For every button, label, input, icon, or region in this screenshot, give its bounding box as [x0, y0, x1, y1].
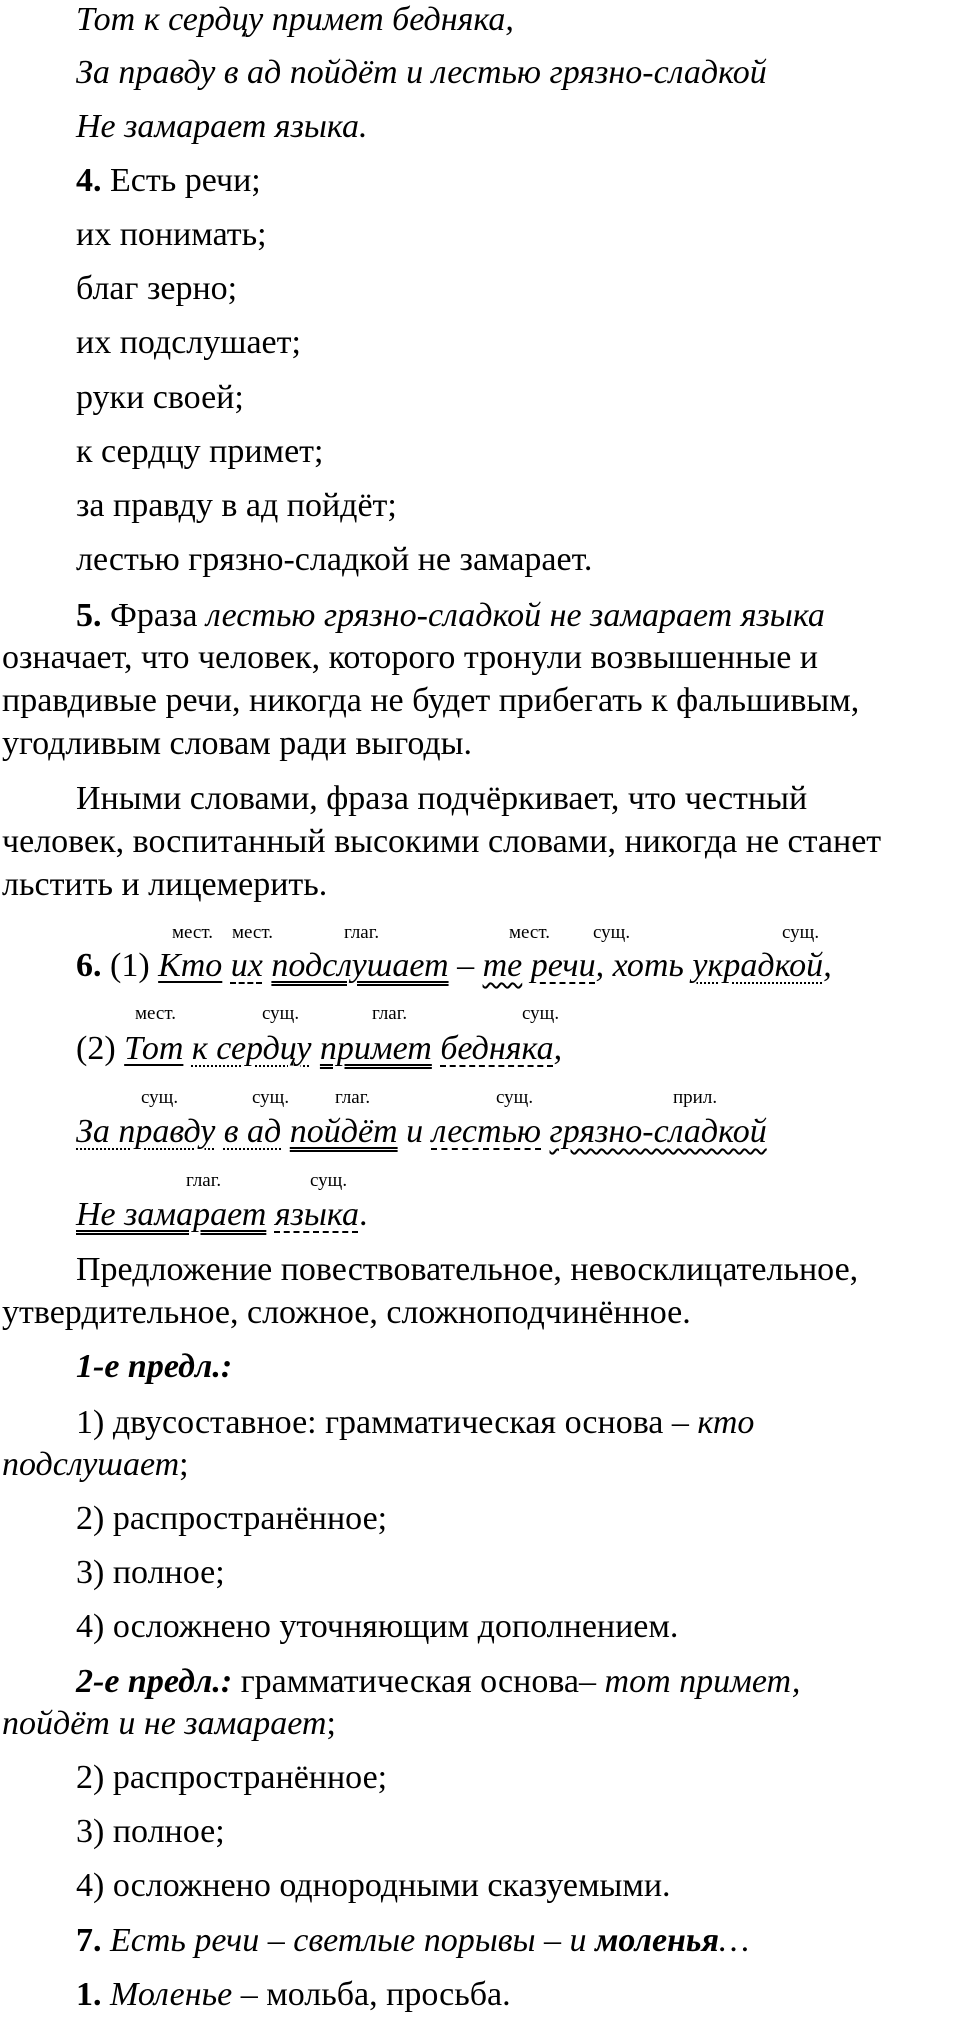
- pos-label: мест.: [135, 1003, 176, 1024]
- predicate-word: примет: [319, 1030, 432, 1067]
- pos-label: мест.: [172, 922, 213, 943]
- adverbial-word: За правду: [76, 1113, 216, 1150]
- pos-label: сущ.: [522, 1003, 560, 1024]
- clause-2-label: 2-е предл.:: [76, 1663, 233, 1700]
- predicate-word: подслушает: [271, 947, 449, 984]
- pos-label: сущ.: [252, 1087, 290, 1108]
- subject-word: Кто: [158, 947, 223, 984]
- defined-word: Моленье: [101, 1976, 233, 2013]
- list-item: руки своей;: [76, 379, 244, 416]
- grammar-base: тот примет,: [604, 1663, 801, 1700]
- pos-label: глаг.: [344, 922, 380, 943]
- list-item: 3) полное;: [76, 1554, 225, 1591]
- attribute-word: те: [482, 947, 523, 984]
- paragraph-line: угодливым словам ради выгоды.: [2, 725, 473, 762]
- paragraph-line: Иными словами, фраза подчёркивает, что честный: [76, 780, 808, 817]
- predicate-word: пойдёт: [289, 1113, 398, 1150]
- list-item: их подслушает;: [76, 324, 301, 361]
- pos-label: сущ.: [310, 1170, 348, 1191]
- pos-label: прил.: [673, 1087, 718, 1108]
- item-number: 1.: [76, 1976, 102, 2013]
- clause-tag: (1): [101, 947, 159, 984]
- paragraph-line: утвердительное, сложное, сложноподчинённое.: [2, 1294, 691, 1331]
- paragraph-line: Предложение повествовательное, невосклицательное,: [76, 1251, 859, 1288]
- poem-line-2: За правду в ад пойдёт и лестью грязно-сладкой: [76, 54, 767, 91]
- pos-label: глаг.: [335, 1087, 371, 1108]
- list-item: 2) распространённое;: [76, 1759, 388, 1796]
- pos-label: глаг.: [186, 1170, 222, 1191]
- list-item: за правду в ад пойдёт;: [76, 487, 397, 524]
- list-item: к сердцу примет;: [76, 433, 324, 470]
- clause-1-heading: 1-е предл.:: [76, 1348, 233, 1385]
- paragraph-line: означает, что человек, которого тронули возвышенные и: [2, 639, 818, 676]
- object-word: их: [230, 947, 263, 984]
- poem-line-3: Не замарает языка.: [76, 108, 368, 145]
- list-item: благ зерно;: [76, 270, 238, 307]
- adverbial-word: украдкой: [692, 947, 824, 984]
- list-item: их понимать;: [76, 216, 267, 253]
- poem-line-1: Тот к сердцу примет бедняка,: [76, 1, 514, 38]
- object-word: речи: [530, 947, 596, 984]
- paragraph-line: правдивые речи, никогда не будет прибегать к фальшивым,: [2, 682, 860, 719]
- grammar-base: кто: [697, 1404, 755, 1441]
- section-number: 6.: [76, 947, 102, 984]
- grammar-base: пойдёт и не замарает: [2, 1705, 327, 1742]
- pos-label: сущ.: [496, 1087, 534, 1108]
- predicate-word: Не замарает: [76, 1196, 267, 1233]
- paragraph-line: человек, воспитанный высокими словами, никогда не станет: [2, 823, 882, 860]
- list-item: лестью грязно-сладкой не замарает.: [76, 541, 593, 578]
- pos-label: мест.: [509, 922, 550, 943]
- clause-1-item-1: 1) двусоставное: грамматическая основа – кто: [76, 1404, 755, 1441]
- subject-word: Тот: [124, 1030, 184, 1067]
- section-5-line-1: [76, 596, 825, 636]
- list-item: 4) осложнено однородными сказуемыми.: [76, 1867, 671, 1904]
- clause-2-heading: 2-е предл.: грамматическая основа– тот примет,: [76, 1663, 801, 1700]
- parsed-sentence-line-1: 6. (1) Кто их подслушает – те речи, хоть украдкой,: [76, 947, 832, 984]
- parsed-sentence-line-4: Не замарает языка.: [76, 1196, 368, 1233]
- section-4-heading: [76, 161, 261, 201]
- pos-label: глаг.: [372, 1003, 408, 1024]
- definition-line: [76, 1975, 511, 2015]
- text: Фраза: [101, 597, 206, 634]
- pos-label: сущ.: [141, 1087, 179, 1108]
- object-word: языка: [274, 1196, 359, 1233]
- pos-label: сущ.: [782, 922, 820, 943]
- pos-label: сущ.: [593, 922, 631, 943]
- clause-2-cont: пойдёт и не замарает;: [2, 1705, 336, 1742]
- adverbial-word: к сердцу: [191, 1030, 312, 1067]
- object-word: бедняка: [440, 1030, 554, 1067]
- section-4-first-item: Есть речи;: [101, 162, 261, 199]
- quoted-phrase: лестью грязно-сладкой не замарает языка: [205, 597, 825, 634]
- section-7-line: 7. Есть речи – светлые порывы – и моленья…: [76, 1922, 750, 1959]
- clause-tag: (2): [76, 1030, 125, 1067]
- object-word: лестью: [431, 1113, 542, 1150]
- pos-label: мест.: [232, 922, 273, 943]
- parsed-sentence-line-2: (2) Тот к сердцу примет бедняка,: [76, 1030, 563, 1067]
- key-word: моленья: [595, 1922, 719, 1959]
- section-number: 4.: [76, 162, 102, 199]
- pos-label: сущ.: [262, 1003, 300, 1024]
- section-number: 5.: [76, 597, 102, 634]
- list-item: 4) осложнено уточняющим дополнением.: [76, 1608, 679, 1645]
- clause-1-item-1-cont: подслушает;: [2, 1446, 189, 1483]
- adverbial-word: в ад: [223, 1113, 282, 1150]
- grammar-base: подслушает: [2, 1446, 180, 1483]
- list-item: 3) полное;: [76, 1813, 225, 1850]
- section-number: 7.: [76, 1922, 102, 1959]
- parsed-sentence-line-3: За правду в ад пойдёт и лестью грязно-сладкой: [76, 1113, 767, 1150]
- list-item: 2) распространённое;: [76, 1500, 388, 1537]
- definition-text: – мольба, просьба.: [232, 1976, 511, 2013]
- paragraph-line: льстить и лицемерить.: [2, 866, 328, 903]
- attribute-word: грязно-сладкой: [549, 1113, 767, 1150]
